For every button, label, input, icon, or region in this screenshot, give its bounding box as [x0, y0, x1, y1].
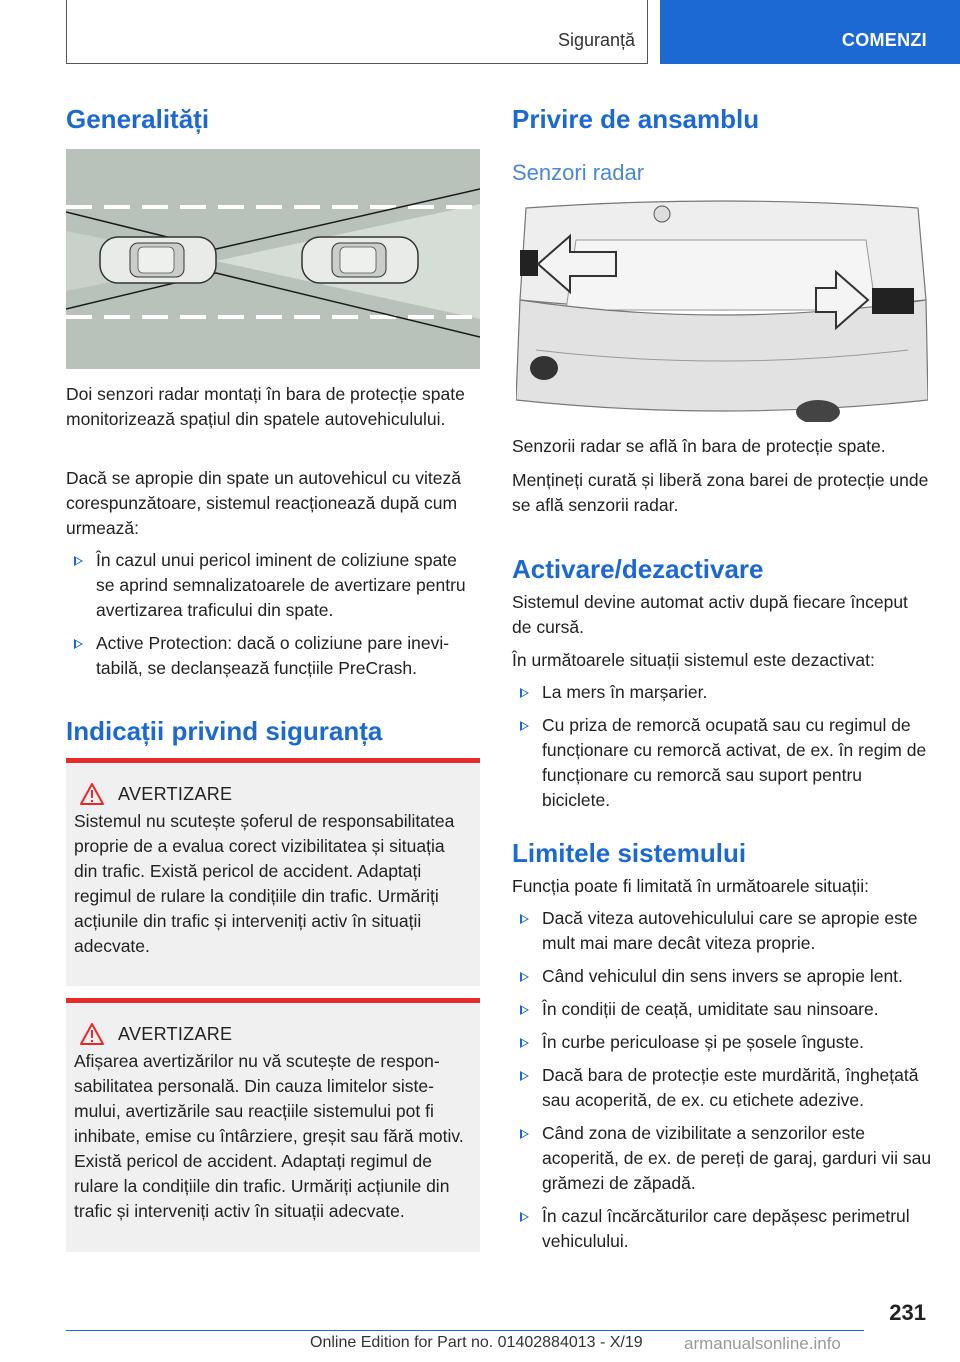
- arrow-bullet-icon: [520, 972, 529, 982]
- lane-diagram-figure: [66, 149, 480, 369]
- list-item: Cu priza de remorcă ocupată sau cu regimul de funcționare cu remorcă activat, de ex. în regim de funcționare cu remorcă sau suport pentru biciclete.: [512, 713, 932, 813]
- list-item: În curbe periculoase și pe șosele înguste.: [512, 1030, 932, 1055]
- limits-bullet-list: [512, 906, 932, 1262]
- header-section-label: Siguranță: [557, 30, 635, 50]
- page-number: 231: [889, 1300, 926, 1325]
- limits-paragraph: Funcția poate fi limitată în următoarele situații:: [512, 876, 869, 896]
- activation-paragraph-2: În următoarele situații sistemul este dezactivat:: [512, 650, 875, 670]
- list-item: Active Protection: dacă o coliziune pare inevitabilă, se declanșează funcțiile PreCrash.: [66, 631, 480, 681]
- radar-sensor-right: [872, 288, 914, 314]
- warning-text: Sistemul nu scutește șoferul de responsabilitatea proprie de a evalua corect vizibilitatea și situația din trafic. Există pericol de accident. Adaptați regimul de rulare la condițiile din trafic. Urmăriți acțiunile din trafic și interveniți activ în situații adecvate.: [74, 811, 455, 956]
- warning-text: Afișarea avertizărilor nu vă scutește de responsabilitatea personală. Din cauza limitelor sistemului, avertizările sau reacțiile sistemului pot fi inhibate, emise cu întârziere, greșit sau fără motiv. Există pericol de accident. Adaptați regimul de rulare la condițiile din trafic. Urmăriți acțiunile din trafic și interveniți activ în situații adecvate.: [74, 1051, 464, 1221]
- arrow-bullet-icon: [520, 721, 529, 731]
- overview-paragraph-1: Senzorii radar se află în bara de protecție spate.: [512, 436, 886, 456]
- list-item: La mers în marșarier.: [512, 680, 932, 705]
- list-item: Când vehiculul din sens invers se apropie lent.: [512, 964, 932, 989]
- list-item: În cazul unui pericol iminent de coliziune spate se aprind semnalizatoarele de avertizare pentru avertizarea traficului din spate.: [66, 548, 480, 623]
- header-tab-label: COMENZI: [841, 30, 927, 50]
- warning-label: AVERTIZARE: [118, 1023, 233, 1044]
- header-section-box: [66, 0, 648, 64]
- arrow-bullet-icon: [520, 1005, 529, 1015]
- activation-bullet-list: [512, 680, 932, 821]
- title-general: Generalități: [66, 104, 210, 134]
- title-system-limits: Limitele sistemului: [512, 838, 747, 868]
- list-item: În cazul încărcăturilor care depășesc perimetrul vehiculului.: [512, 1204, 932, 1254]
- general-paragraph-1: Doi senzori radar montați în bara de protecție spate monitorizează spațiul din spatele autovehiculului.: [66, 384, 465, 429]
- warning-box-2: [66, 998, 480, 1252]
- list-item: Când zona de vizibilitate a senzorilor este acoperită, de ex. de pereți de garaj, garduri vii sau grămezi de zăpadă.: [512, 1121, 932, 1196]
- title-overview: Privire de ansamblu: [512, 104, 760, 134]
- warning-triangle-icon: [80, 783, 104, 805]
- vehicle-icon: [100, 237, 216, 283]
- warning-label: AVERTIZARE: [118, 783, 233, 804]
- arrow-bullet-icon: [520, 688, 529, 698]
- activation-paragraph-1: Sistemul devine automat activ după fiecare început de cursă.: [512, 592, 908, 637]
- radar-sensor-left: [520, 250, 538, 276]
- warning-triangle-icon: [80, 1023, 104, 1045]
- vehicle-icon: [302, 237, 418, 283]
- footer-watermark[interactable]: armanualsonline.info: [684, 1334, 841, 1353]
- footer-edition: Online Edition for Part no. 01402884013 - X/19: [310, 1334, 643, 1351]
- warning-box-1: [66, 758, 480, 986]
- arrow-bullet-icon: [520, 914, 529, 924]
- title-activation: Activare/dezactivare: [512, 554, 764, 584]
- arrow-bullet-icon: [520, 1129, 529, 1139]
- header-tab-commands[interactable]: [660, 0, 960, 64]
- general-paragraph-2: Dacă se apropie din spate un autovehicul cu viteză corespunzătoare, sistemul reacționează după cum urmează:: [66, 468, 461, 538]
- arrow-bullet-icon: [520, 1071, 529, 1081]
- arrow-bullet-icon: [520, 1038, 529, 1048]
- subtitle-radar-sensors: Senzori radar: [512, 160, 645, 185]
- footer-divider: [66, 1330, 864, 1331]
- overview-paragraph-2: Mențineți curată și liberă zona barei de protecție unde se află senzorii radar.: [512, 470, 929, 515]
- general-bullet-list: [66, 548, 480, 689]
- list-item: Dacă bara de protecție este murdărită, înghețată sau acoperită, de ex. cu etichete adezive.: [512, 1063, 932, 1113]
- title-safety-notes: Indicații privind siguranța: [66, 716, 383, 746]
- list-item: Dacă viteza autovehiculului care se apropie este mult mai mare decât viteza proprie.: [512, 906, 932, 956]
- arrow-bullet-icon: [74, 639, 83, 649]
- list-item: În condiții de ceață, umiditate sau ninsoare.: [512, 997, 932, 1022]
- arrow-bullet-icon: [520, 1212, 529, 1222]
- arrow-bullet-icon: [74, 556, 83, 566]
- rear-bumper-figure: [516, 200, 928, 422]
